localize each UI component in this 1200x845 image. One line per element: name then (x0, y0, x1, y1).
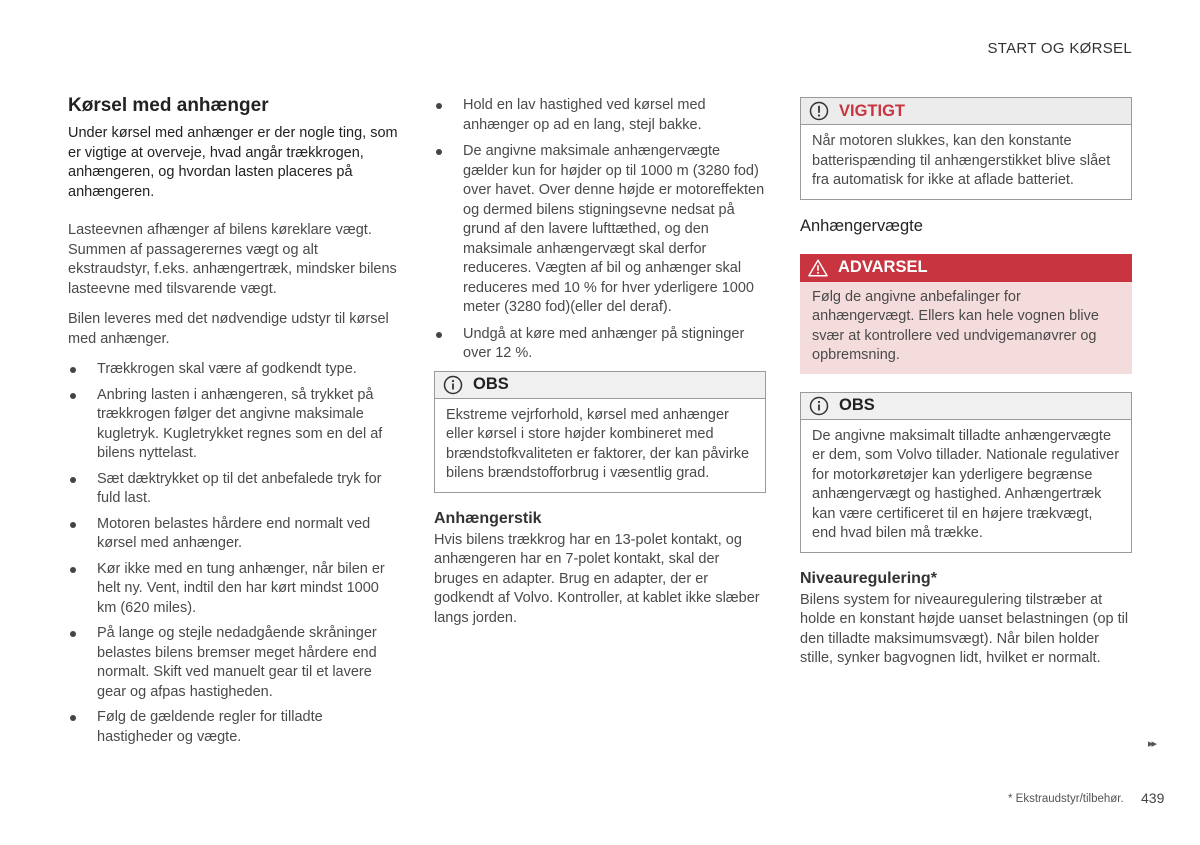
advarsel-label: ADVARSEL (838, 258, 928, 276)
bullet-icon (70, 393, 76, 399)
section-heading-niveauregulering: Niveauregulering* (800, 569, 937, 587)
section-heading-anhaengerstik: Anhængerstik (434, 509, 542, 527)
list-item-text: Hold en lav hastighed ved kørsel med anhænger op ad en lang, stejl bakke. (463, 97, 706, 133)
page-title: Kørsel med anhænger (68, 95, 269, 116)
section-header: START OG KØRSEL (987, 40, 1132, 57)
bullet-list-2 (434, 96, 766, 364)
bullet-icon (70, 631, 76, 637)
bullet-icon (70, 477, 76, 483)
list-item (68, 560, 398, 619)
advarsel-box-text: Følg de angivne anbefalinger for anhængervægt. Ellers kan hele vognen blive svær at kontrollere ved undvigemanøvrer og opbremsning. (800, 282, 1132, 374)
bullet-icon (70, 522, 76, 528)
info-icon (443, 375, 463, 395)
column-3 (800, 97, 1132, 680)
list-item-text: Kør ikke med en tung anhænger, når bilen er helt ny. Vent, indtil den har kørt mindst 1000 km (620 miles). (97, 560, 385, 616)
list-item-text: Motoren belastes hårdere end normalt ved kørsel med anhænger. (97, 515, 371, 551)
paragraph-lasteevne: Lasteevnen afhænger af bilens køreklare vægt. Summen af passagerernes vægt og alt ekstraudstyr, f.eks. anhængertræk, mindsker bilens lasteevne med tilsvarende vægt. (68, 222, 397, 297)
obs-box-text: Ekstreme vejrforhold, kørsel med anhænger eller kørsel i store højder kombineret med brændstofkvaliteten er faktorer, der kan påvirke bilens brændstofforbrug i væsentlig grad. (446, 406, 750, 481)
vigtigt-label: VIGTIGT (839, 101, 905, 120)
list-item (68, 360, 398, 380)
paragraph-udstyr: Bilen leveres med det nødvendige udstyr til kørsel med anhænger. (68, 311, 389, 347)
list-item (68, 470, 398, 509)
intro-paragraph: Under kørsel med anhænger er der nogle ting, som er vigtige at overveje, hvad angår trækkrogen, anhængeren, og hvordan lasten placeres på anhængeren. (68, 125, 398, 200)
list-item-text: Undgå at køre med anhænger på stigninger over 12 %. (463, 325, 745, 361)
obs-box-vaegte (800, 392, 1132, 553)
obs-label: OBS (839, 396, 875, 414)
continued-arrow-icon: ▸▸ (1148, 738, 1156, 750)
obs-box-header (801, 393, 1131, 420)
obs-label: OBS (473, 375, 509, 393)
bullet-icon (436, 149, 442, 155)
vigtigt-box (800, 97, 1132, 200)
vigtigt-box-header (801, 98, 1131, 125)
advarsel-box (800, 254, 1132, 374)
list-item-text: Følg de gældende regler for tilladte hastigheder og vægte. (97, 709, 323, 745)
obs-box-fuel (434, 371, 766, 493)
page-number: 439 (1141, 790, 1165, 806)
list-item (68, 624, 398, 702)
info-icon (809, 396, 829, 416)
list-item-text: Sæt dæktrykket op til det anbefalede tryk for fuld last. (97, 470, 382, 506)
bullet-list-1 (68, 360, 398, 747)
exclamation-icon (809, 101, 829, 121)
list-item (434, 96, 766, 135)
list-item (68, 708, 398, 747)
bullet-icon (70, 367, 76, 373)
obs-box-header (435, 372, 765, 399)
column-2 (434, 96, 766, 639)
obs-box-text: De angivne maksimalt tilladte anhængervægte er dem, som Volvo tillader. Nationale regulativer for motorkøretøjer kan yderligere begrænse anhængervægt og hastighed. Anhængertræk kan være certificeret til en højere trækvægt, end hvad bilen må trække. (812, 427, 1120, 541)
section-heading-anhaengervaegte: Anhængervægte (800, 216, 923, 235)
list-item-text: På lange og stejle nedadgående skråninger belastes bilens bremser meget hårdere end normalt. Skift ved manuelt gear til et lavere gear og afpas hastigheden. (97, 625, 377, 700)
bullet-icon (70, 715, 76, 721)
list-item (434, 325, 766, 364)
bullet-icon (436, 103, 442, 109)
list-item-text: Trækkrogen skal være af godkendt type. (97, 361, 357, 377)
footnote: * Ekstraudstyr/tilbehør. (1008, 793, 1124, 805)
bullet-icon (70, 567, 76, 573)
list-item (434, 142, 766, 318)
vigtigt-box-text: Når motoren slukkes, kan den konstante batterispænding til anhængerstikket blive slået fra automatisk for ikke at aflade batteriet. (812, 133, 1111, 188)
paragraph-anhaengerstik: Hvis bilens trækkrog har en 13-polet kontakt, og anhængeren har en 7-polet kontakt, skal der bruges en adapter. Brug en adapter, der er godkendt af Volvo. Kontroller, at kablet ikke slæber langs jorden. (434, 531, 760, 626)
list-item-text: De angivne maksimale anhængervægte gælder kun for højder op til 1000 m (3280 fod) over havet. Over denne højde er motoreffekten og dermed bilens stigningsevne nedsat på grund af den lavere lufttæthed, og den maksimale anhængervægt skal derfor reduceres. Vægten af bil og anhænger skal reduceres med 10 % for hver yderligere 1000 meter (3280 fod)(eller del deraf). (463, 143, 765, 315)
list-item (68, 386, 398, 464)
warning-triangle-icon (808, 258, 828, 278)
paragraph-niveauregulering: Bilens system for niveauregulering tilstræber at holde en konstant højde uanset belastningen (op til den tilladte maksimumsvægt). Når bilen holder stille, synker bagvognen lidt, hvilket er normalt. (800, 591, 1129, 666)
list-item-text: Anbring lasten i anhængeren, så trykket på trækkrogen følger det angivne maksimale kugletryk. Kugletrykket regnes som en del af bilens nyttelast. (97, 386, 383, 461)
list-item (68, 515, 398, 554)
advarsel-box-header (800, 254, 1132, 282)
column-1 (68, 94, 398, 753)
bullet-icon (436, 332, 442, 338)
